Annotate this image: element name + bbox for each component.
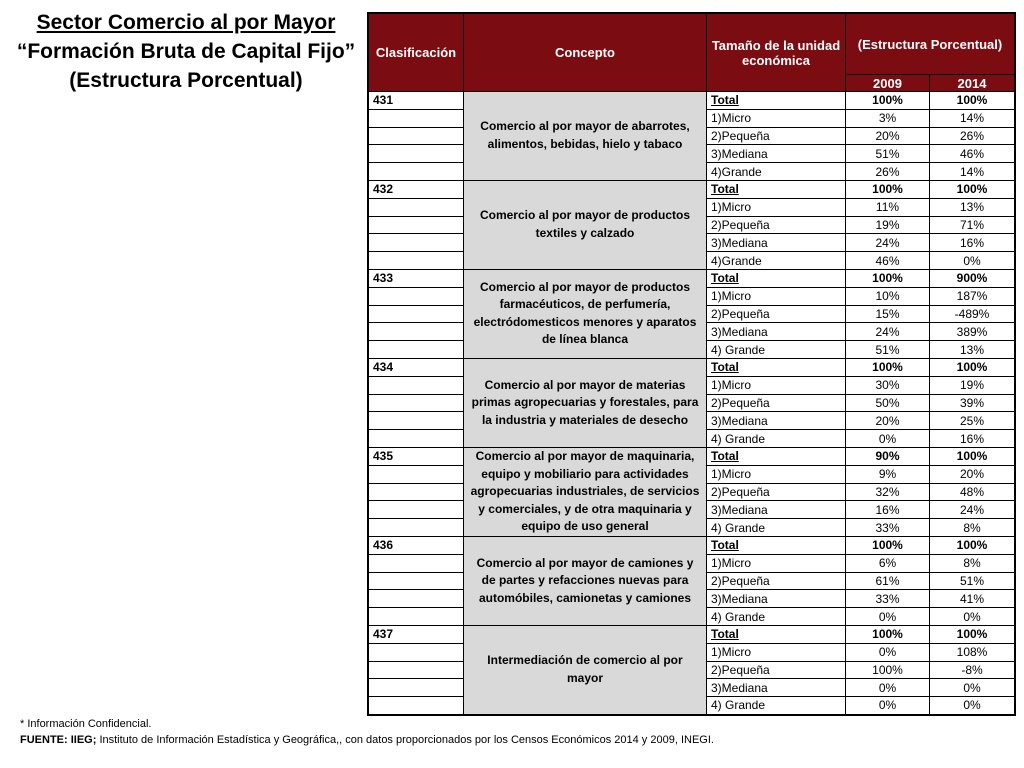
table-row xyxy=(369,447,1015,465)
size-cell: 2)Pequeña xyxy=(707,394,846,412)
classification-code xyxy=(369,127,464,145)
value-2009-cell: 20% xyxy=(846,127,930,145)
value-2014-cell: 8% xyxy=(930,519,1015,537)
classification-code xyxy=(369,661,464,679)
value-2009-cell: 9% xyxy=(846,465,930,483)
title-line-3: (Estructura Porcentual) xyxy=(69,69,303,92)
value-2009-cell: 100% xyxy=(846,536,930,554)
size-cell: 2)Pequeña xyxy=(707,305,846,323)
value-2014-cell: 14% xyxy=(930,109,1015,127)
size-cell: 3)Mediana xyxy=(707,679,846,697)
header-year-2009: 2009 xyxy=(846,75,930,92)
classification-code xyxy=(369,109,464,127)
size-cell: 4) Grande xyxy=(707,608,846,626)
value-2009-cell: 26% xyxy=(846,163,930,181)
value-2009-cell: 11% xyxy=(846,198,930,216)
size-cell: 2)Pequeña xyxy=(707,127,846,145)
classification-code xyxy=(369,287,464,305)
classification-code xyxy=(369,572,464,590)
value-2009-cell: 100% xyxy=(846,625,930,643)
size-cell: Total xyxy=(707,269,846,287)
value-2014-cell: 26% xyxy=(930,127,1015,145)
size-cell: 4) Grande xyxy=(707,697,846,715)
value-2014-cell: 16% xyxy=(930,430,1015,448)
concept-cell: Comercio al por mayor de productos farmacéuticos, de perfumería, electródomesticos menores y aparatos de línea blanca xyxy=(464,269,707,358)
classification-code xyxy=(369,501,464,519)
value-2014-cell: 20% xyxy=(930,465,1015,483)
value-2009-cell: 24% xyxy=(846,323,930,341)
value-2009-cell: 51% xyxy=(846,145,930,163)
size-cell: 1)Micro xyxy=(707,109,846,127)
data-table-container xyxy=(367,12,1016,716)
value-2009-cell: 100% xyxy=(846,661,930,679)
size-cell: Total xyxy=(707,625,846,643)
classification-code xyxy=(369,519,464,537)
size-cell: Total xyxy=(707,536,846,554)
value-2014-cell: 100% xyxy=(930,536,1015,554)
classification-code xyxy=(369,679,464,697)
size-cell: 3)Mediana xyxy=(707,412,846,430)
value-2014-cell: -8% xyxy=(930,661,1015,679)
value-2014-cell: 187% xyxy=(930,287,1015,305)
size-cell: 2)Pequeña xyxy=(707,483,846,501)
value-2009-cell: 46% xyxy=(846,252,930,270)
value-2009-cell: 61% xyxy=(846,572,930,590)
value-2014-cell: 100% xyxy=(930,625,1015,643)
value-2009-cell: 19% xyxy=(846,216,930,234)
table-row xyxy=(369,536,1015,554)
value-2009-cell: 100% xyxy=(846,180,930,198)
footer-source-label: FUENTE: IIEG; xyxy=(20,734,97,746)
size-cell: 3)Mediana xyxy=(707,234,846,252)
classification-code xyxy=(369,643,464,661)
value-2014-cell: 108% xyxy=(930,643,1015,661)
value-2009-cell: 33% xyxy=(846,519,930,537)
data-table xyxy=(368,13,1015,715)
value-2009-cell: 10% xyxy=(846,287,930,305)
footer-source-text: Instituto de Información Estadística y Geográfica,, con datos proporcionados por los Censos Económicos 2014 y 2009, INEGI. xyxy=(96,734,714,746)
value-2014-cell: 0% xyxy=(930,697,1015,715)
size-cell: 3)Mediana xyxy=(707,590,846,608)
page-title xyxy=(0,8,372,95)
value-2009-cell: 100% xyxy=(846,92,930,110)
classification-code: 433 xyxy=(369,269,464,287)
classification-code xyxy=(369,198,464,216)
size-cell: 2)Pequeña xyxy=(707,572,846,590)
classification-code xyxy=(369,608,464,626)
value-2014-cell: 19% xyxy=(930,376,1015,394)
size-cell: 4) Grande xyxy=(707,519,846,537)
table-row xyxy=(369,358,1015,376)
size-cell: 4) Grande xyxy=(707,430,846,448)
value-2009-cell: 51% xyxy=(846,341,930,359)
value-2009-cell: 50% xyxy=(846,394,930,412)
size-cell: 1)Micro xyxy=(707,287,846,305)
value-2009-cell: 16% xyxy=(846,501,930,519)
value-2014-cell: 0% xyxy=(930,608,1015,626)
value-2009-cell: 100% xyxy=(846,358,930,376)
classification-code xyxy=(369,394,464,412)
classification-code xyxy=(369,590,464,608)
classification-code xyxy=(369,430,464,448)
classification-code: 437 xyxy=(369,625,464,643)
table-row xyxy=(369,269,1015,287)
size-cell: 3)Mediana xyxy=(707,501,846,519)
classification-code xyxy=(369,234,464,252)
size-cell: 1)Micro xyxy=(707,643,846,661)
value-2014-cell: 100% xyxy=(930,358,1015,376)
footer-source xyxy=(20,734,714,746)
size-cell: 1)Micro xyxy=(707,198,846,216)
value-2009-cell: 30% xyxy=(846,376,930,394)
classification-code xyxy=(369,323,464,341)
classification-code xyxy=(369,216,464,234)
value-2014-cell: 100% xyxy=(930,92,1015,110)
size-cell: 4)Grande xyxy=(707,252,846,270)
value-2014-cell: 14% xyxy=(930,163,1015,181)
classification-code xyxy=(369,483,464,501)
size-cell: 2)Pequeña xyxy=(707,216,846,234)
value-2014-cell: 0% xyxy=(930,252,1015,270)
size-cell: 4) Grande xyxy=(707,341,846,359)
value-2014-cell: 48% xyxy=(930,483,1015,501)
size-cell: 3)Mediana xyxy=(707,145,846,163)
size-cell: Total xyxy=(707,447,846,465)
concept-cell: Comercio al por mayor de materias primas agropecuarias y forestales, para la industria y materiales de desecho xyxy=(464,358,707,447)
classification-code xyxy=(369,465,464,483)
concept-cell: Comercio al por mayor de maquinaria, equipo y mobiliario para actividades agropecuarias industriales, de servicios y comerciales, y de otra maquinaria y equipo de uso general xyxy=(464,447,707,536)
classification-code: 434 xyxy=(369,358,464,376)
value-2009-cell: 0% xyxy=(846,608,930,626)
value-2014-cell: 8% xyxy=(930,554,1015,572)
classification-code xyxy=(369,341,464,359)
value-2014-cell: 41% xyxy=(930,590,1015,608)
table-row xyxy=(369,625,1015,643)
value-2014-cell: 900% xyxy=(930,269,1015,287)
value-2009-cell: 6% xyxy=(846,554,930,572)
value-2009-cell: 24% xyxy=(846,234,930,252)
value-2009-cell: 15% xyxy=(846,305,930,323)
size-cell: 3)Mediana xyxy=(707,323,846,341)
value-2009-cell: 0% xyxy=(846,643,930,661)
header-concepto: Concepto xyxy=(464,14,707,92)
value-2014-cell: 13% xyxy=(930,341,1015,359)
concept-cell: Intermediación de comercio al por mayor xyxy=(464,625,707,714)
classification-code xyxy=(369,252,464,270)
value-2014-cell: 0% xyxy=(930,679,1015,697)
classification-code: 435 xyxy=(369,447,464,465)
size-cell: 1)Micro xyxy=(707,554,846,572)
header-tamano: Tamaño de la unidad económica xyxy=(707,14,846,92)
classification-code: 431 xyxy=(369,92,464,110)
value-2009-cell: 0% xyxy=(846,697,930,715)
value-2014-cell: 24% xyxy=(930,501,1015,519)
title-line-1: Sector Comercio al por Mayor xyxy=(36,11,336,34)
value-2009-cell: 3% xyxy=(846,109,930,127)
classification-code: 432 xyxy=(369,180,464,198)
concept-cell: Comercio al por mayor de camiones y de partes y refacciones nuevas para automóbiles, camionetas y camiones xyxy=(464,536,707,625)
footer xyxy=(20,718,714,746)
value-2009-cell: 100% xyxy=(846,269,930,287)
classification-code xyxy=(369,376,464,394)
value-2009-cell: 32% xyxy=(846,483,930,501)
value-2009-cell: 90% xyxy=(846,447,930,465)
size-cell: Total xyxy=(707,358,846,376)
value-2014-cell: 39% xyxy=(930,394,1015,412)
table-body xyxy=(369,92,1015,715)
size-cell: 1)Micro xyxy=(707,465,846,483)
value-2014-cell: 16% xyxy=(930,234,1015,252)
title-line-2: “Formación Bruta de Capital Fijo” xyxy=(16,40,356,63)
footer-note: * Información Confidencial. xyxy=(20,718,152,730)
value-2014-cell: 100% xyxy=(930,180,1015,198)
value-2014-cell: 13% xyxy=(930,198,1015,216)
size-cell: 4)Grande xyxy=(707,163,846,181)
size-cell: Total xyxy=(707,92,846,110)
classification-code xyxy=(369,554,464,572)
header-clasificacion: Clasificación xyxy=(369,14,464,92)
size-cell: 2)Pequeña xyxy=(707,661,846,679)
classification-code xyxy=(369,305,464,323)
classification-code xyxy=(369,412,464,430)
classification-code xyxy=(369,145,464,163)
value-2014-cell: 71% xyxy=(930,216,1015,234)
classification-code xyxy=(369,697,464,715)
table-row xyxy=(369,92,1015,110)
value-2014-cell: 25% xyxy=(930,412,1015,430)
header-year-2014: 2014 xyxy=(930,75,1015,92)
header-estructura: (Estructura Porcentual) xyxy=(846,14,1015,75)
size-cell: Total xyxy=(707,180,846,198)
value-2009-cell: 0% xyxy=(846,430,930,448)
concept-cell: Comercio al por mayor de productos textiles y calzado xyxy=(464,180,707,269)
value-2014-cell: 46% xyxy=(930,145,1015,163)
value-2009-cell: 20% xyxy=(846,412,930,430)
size-cell: 1)Micro xyxy=(707,376,846,394)
value-2014-cell: 100% xyxy=(930,447,1015,465)
table-header-row xyxy=(369,14,1015,75)
value-2014-cell: 389% xyxy=(930,323,1015,341)
table-row xyxy=(369,180,1015,198)
value-2014-cell: -489% xyxy=(930,305,1015,323)
value-2009-cell: 33% xyxy=(846,590,930,608)
classification-code: 436 xyxy=(369,536,464,554)
classification-code xyxy=(369,163,464,181)
concept-cell: Comercio al por mayor de abarrotes, alimentos, bebidas, hielo y tabaco xyxy=(464,92,707,181)
value-2009-cell: 0% xyxy=(846,679,930,697)
value-2014-cell: 51% xyxy=(930,572,1015,590)
